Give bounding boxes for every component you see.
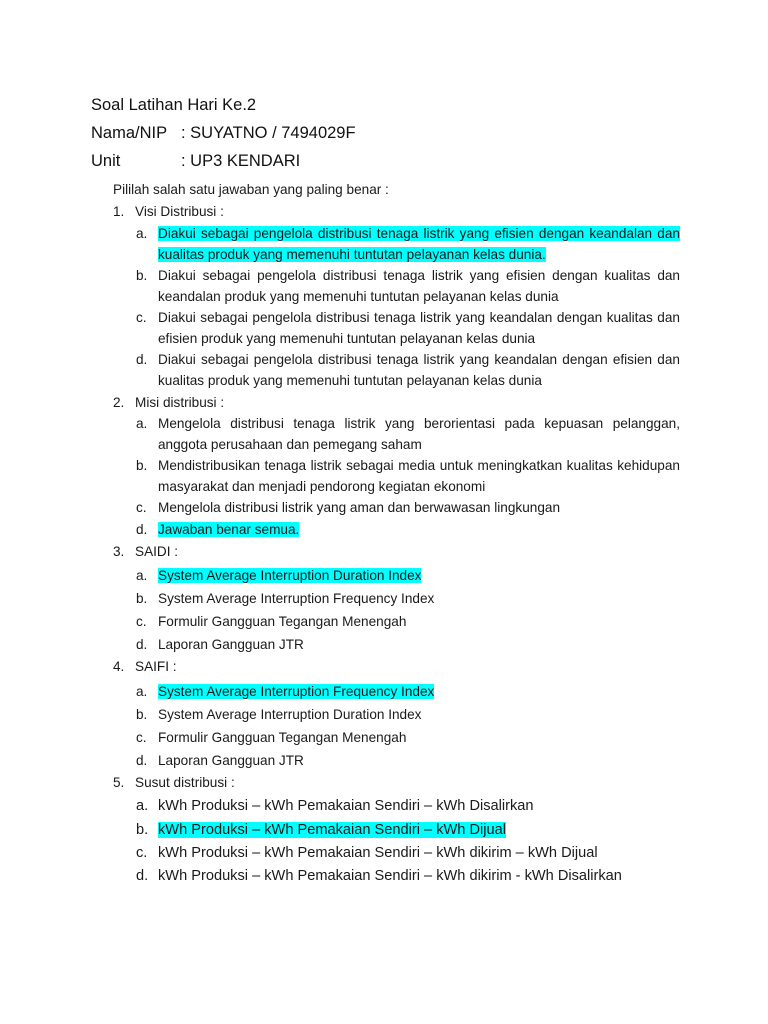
option-letter: b. — [136, 268, 148, 283]
option-text: Laporan Gangguan JTR — [158, 637, 304, 652]
option-text-highlighted: System Average Interruption Frequency Index — [158, 684, 435, 699]
option-1d — [136, 349, 680, 391]
option-text: Diakui sebagai pengelola distribusi tenaga listrik yang keandalan dengan efisien dan kualitas produk yang memenuhi tuntutan pelayanan kelas dunia — [158, 352, 680, 388]
option-text: kWh Produksi – kWh Pemakaian Sendiri – kWh dikirim – kWh Dijual — [158, 845, 598, 861]
option-5d — [136, 866, 680, 887]
option-letter: a. — [136, 568, 148, 583]
option-letter: d. — [136, 868, 149, 884]
question-number: 1. — [113, 204, 125, 219]
option-text: Diakui sebagai pengelola distribusi tenaga listrik yang keandalan dengan kualitas dan efisien produk yang memenuhi tuntutan pelayanan kelas dunia — [158, 310, 680, 346]
question-number: 2. — [113, 395, 125, 410]
option-4b — [136, 704, 680, 725]
option-5b — [136, 820, 680, 841]
option-letter: a. — [136, 226, 148, 241]
instruction-text: Pililah salah satu jawaban yang paling benar : — [113, 182, 389, 197]
question-text: Visi Distribusi : — [135, 204, 224, 219]
question-text: Misi distribusi : — [135, 395, 225, 410]
option-4c — [136, 727, 680, 748]
nip-value: : SUYATNO / 7494029F — [181, 124, 356, 142]
question-1 — [113, 202, 224, 222]
option-text: kWh Produksi – kWh Pemakaian Sendiri – kWh dikirim - kWh Disalirkan — [158, 868, 622, 884]
option-letter: c. — [136, 310, 147, 325]
question-number: 4. — [113, 659, 125, 674]
option-letter: c. — [136, 845, 148, 861]
question-3 — [113, 542, 178, 562]
option-1c — [136, 307, 680, 349]
option-text: Mengelola distribusi tenaga listrik yang berorientasi pada kepuasan pelanggan, anggota perusahaan dan pemegang saham — [158, 416, 680, 452]
question-number: 5. — [113, 775, 125, 790]
option-text-highlighted: kWh Produksi – kWh Pemakaian Sendiri – kWh Dijual — [158, 822, 506, 838]
question-5 — [113, 773, 235, 793]
option-letter: b. — [136, 591, 148, 606]
option-letter: d. — [136, 753, 148, 768]
option-2a — [136, 413, 680, 455]
option-text: kWh Produksi – kWh Pemakaian Sendiri – kWh Disalirkan — [158, 798, 534, 814]
unit-value: : UP3 KENDARI — [181, 152, 301, 170]
question-number: 3. — [113, 544, 125, 559]
question-text: SAIDI : — [135, 544, 179, 559]
option-text: System Average Interruption Frequency Index — [158, 591, 435, 606]
option-text: Formulir Gangguan Tegangan Menengah — [158, 614, 407, 629]
option-text-highlighted: Diakui sebagai pengelola distribusi tenaga listrik yang efisien dengan keandalan dan kualitas produk yang memenuhi tuntutan pelayanan kelas dunia. — [158, 226, 680, 262]
option-letter: b. — [136, 707, 148, 722]
option-text-highlighted: System Average Interruption Duration Index — [158, 568, 422, 583]
question-text: Susut distribusi : — [135, 775, 235, 790]
option-letter: d. — [136, 637, 148, 652]
option-letter: c. — [136, 500, 147, 515]
option-text: Diakui sebagai pengelola distribusi tenaga listrik yang efisien dengan kualitas dan keandalan produk yang memenuhi tuntutan pelayanan kelas dunia — [158, 268, 680, 304]
option-1b — [136, 265, 680, 307]
option-text-highlighted: Jawaban benar semua. — [158, 522, 300, 537]
unit-line — [91, 151, 300, 171]
option-2b — [136, 455, 680, 497]
option-3d — [136, 634, 680, 655]
nip-label: Nama/NIP — [91, 124, 168, 142]
option-letter: b. — [136, 822, 149, 838]
question-2 — [113, 393, 224, 413]
option-letter: b. — [136, 458, 148, 473]
option-letter: c. — [136, 730, 147, 745]
option-3a — [136, 565, 680, 586]
question-text: SAIFI : — [135, 659, 177, 674]
nip-line — [91, 123, 356, 143]
option-1a — [136, 223, 680, 265]
option-text: Formulir Gangguan Tegangan Menengah — [158, 730, 407, 745]
option-letter: a. — [136, 684, 148, 699]
question-4 — [113, 657, 177, 677]
option-3c — [136, 611, 680, 632]
document-title: Soal Latihan Hari Ke.2 — [91, 96, 257, 114]
option-letter: d. — [136, 522, 148, 537]
option-2c — [136, 497, 680, 518]
option-4d — [136, 750, 680, 771]
option-3b — [136, 588, 680, 609]
option-text: System Average Interruption Duration Index — [158, 707, 422, 722]
option-letter: a. — [136, 416, 148, 431]
option-4a — [136, 681, 680, 702]
option-text: Mendistribusikan tenaga listrik sebagai media untuk meningkatkan kualitas kehidupan masyarakat dan menjadi pendorong kegiatan ekonomi — [158, 458, 680, 494]
option-letter: d. — [136, 352, 148, 367]
unit-label: Unit — [91, 152, 121, 170]
option-letter: a. — [136, 798, 149, 814]
option-letter: c. — [136, 614, 147, 629]
option-text: Mengelola distribusi listrik yang aman dan berwawasan lingkungan — [158, 500, 560, 515]
option-text: Laporan Gangguan JTR — [158, 753, 304, 768]
option-5c — [136, 843, 680, 864]
option-5a — [136, 796, 680, 817]
option-2d — [136, 519, 680, 540]
